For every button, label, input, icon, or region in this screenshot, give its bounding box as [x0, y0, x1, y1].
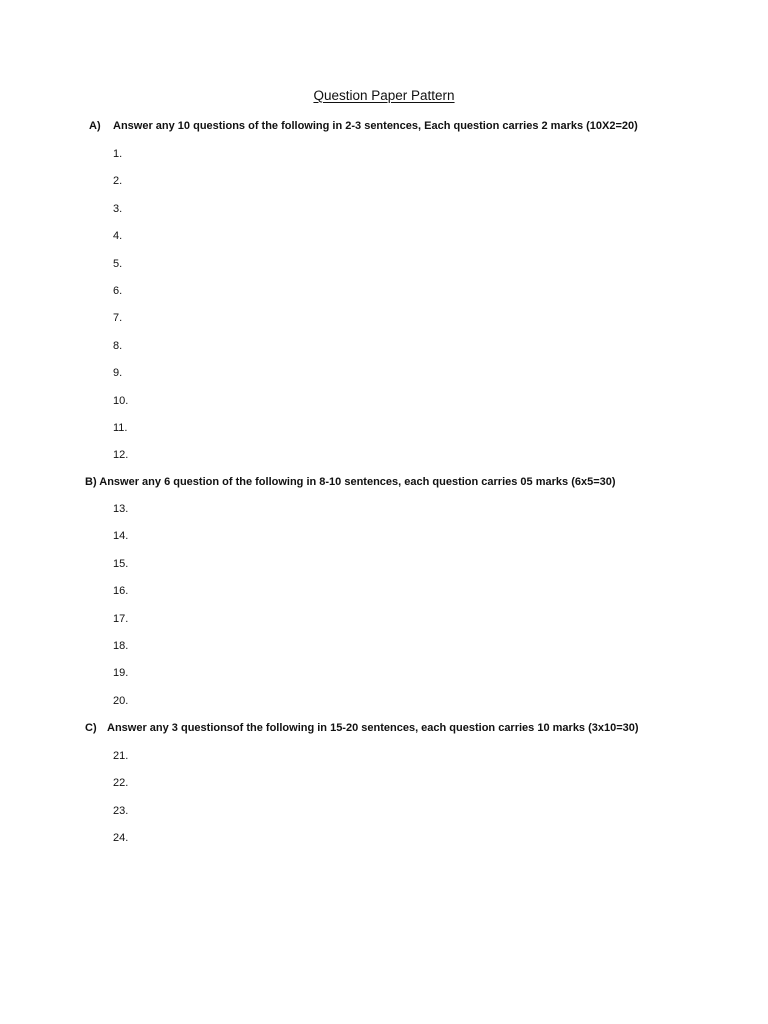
section-a-instructions: Answer any 10 questions of the following in 2-3 sentences, Each question carries 2 marks (10X2=20): [113, 120, 638, 132]
page-title: Question Paper Pattern: [313, 88, 455, 103]
question-number: 1.: [113, 148, 123, 160]
section-c-instructions: Answer any 3 questionsof the following in 15-20 sentences, each question carries 10 marks (3x10=30): [107, 722, 639, 734]
question-number: 16.: [113, 585, 129, 598]
section-c-question-list: [113, 749, 128, 859]
question-number: 24.: [113, 832, 129, 845]
question-number: 9.: [113, 367, 123, 380]
question-number: 3.: [113, 202, 123, 215]
question-number: 13.: [113, 503, 129, 515]
section-a-heading: [89, 120, 638, 132]
question-number: 4.: [113, 230, 123, 243]
question-number: 14.: [113, 530, 129, 543]
question-number: 6.: [113, 284, 123, 297]
question-number: 23.: [113, 804, 129, 817]
section-c-heading: [85, 722, 639, 734]
question-number: 22.: [113, 777, 129, 790]
question-number: 19.: [113, 667, 129, 680]
question-number: 12.: [113, 449, 129, 462]
section-b-question-list: [113, 502, 128, 721]
question-number: 7.: [113, 312, 123, 325]
section-b-instructions: Answer any 6 question of the following in 8-10 sentences, each question carries 05 marks (6x5=30): [99, 476, 616, 488]
question-number: 10.: [113, 394, 129, 407]
question-number: 2.: [113, 175, 123, 188]
question-number: 17.: [113, 612, 129, 625]
section-b-label: B): [85, 476, 97, 488]
section-a-question-list: [113, 147, 128, 476]
question-number: 11.: [113, 421, 128, 434]
question-number: 8.: [113, 339, 123, 352]
question-number: 18.: [113, 639, 129, 652]
question-number: 15.: [113, 557, 129, 570]
section-b-heading: [85, 476, 616, 488]
question-number: 21.: [113, 750, 129, 762]
section-c-label: C): [85, 722, 97, 734]
question-number: 20.: [113, 694, 129, 707]
question-number: 5.: [113, 257, 123, 270]
section-a-label: A): [89, 120, 101, 132]
